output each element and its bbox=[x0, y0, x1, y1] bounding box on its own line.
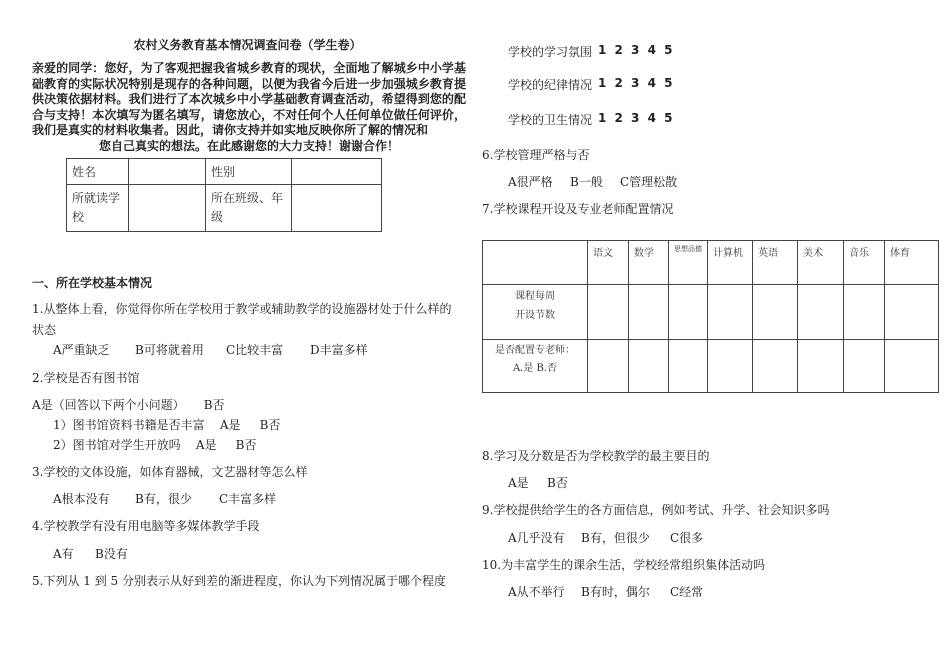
table-cell[interactable] bbox=[708, 340, 753, 393]
name-field[interactable] bbox=[129, 159, 206, 185]
section-heading: 一、所在学校基本情况 bbox=[32, 276, 153, 290]
subject-header: 体育 bbox=[885, 241, 939, 285]
table-cell[interactable] bbox=[669, 285, 708, 340]
table-cell[interactable] bbox=[885, 285, 939, 340]
intro-closing: 您自己真实的想法。在此感谢您的大力支持！谢谢合作！ bbox=[98, 138, 399, 153]
q8-option-a[interactable]: A是 bbox=[508, 476, 529, 490]
row-label-periods bbox=[483, 285, 588, 340]
q5-item-label: 学校的学习氛围 bbox=[508, 45, 593, 59]
school-field[interactable] bbox=[129, 185, 206, 232]
q5-item-scale[interactable]: 1 2 3 4 5 bbox=[598, 76, 675, 90]
q3-option-c[interactable]: C丰富多样 bbox=[219, 492, 277, 506]
q4-option-b[interactable]: B没有 bbox=[95, 547, 128, 561]
q7-text: 7.学校课程开设及专业老师配置情况 bbox=[482, 202, 674, 216]
table-cell[interactable] bbox=[798, 340, 844, 393]
q3-option-a[interactable]: A根本没有 bbox=[53, 492, 110, 506]
intro-paragraph bbox=[32, 61, 466, 155]
subject-header: 思想品德 bbox=[669, 241, 708, 285]
student-info-table bbox=[66, 158, 382, 232]
subject-header: 语文 bbox=[588, 241, 629, 285]
q9-option-b[interactable]: B有，但很少 bbox=[581, 531, 650, 545]
q5-item-scale[interactable]: 1 2 3 4 5 bbox=[598, 111, 675, 125]
name-label: 姓名 bbox=[67, 159, 129, 185]
q9-option-c[interactable]: C很多 bbox=[670, 531, 704, 545]
q2-sub2[interactable]: 2）图书馆对学生开放吗 A是 B否 bbox=[53, 438, 257, 452]
table-cell[interactable] bbox=[588, 285, 629, 340]
subject-header: 数学 bbox=[629, 241, 669, 285]
q2-sub1[interactable]: 1）图书馆资料书籍是否丰富 A是 B否 bbox=[53, 418, 281, 432]
q4-text: 4.学校教学有没有用电脑等多媒体教学手段 bbox=[32, 519, 260, 533]
q5-item-label: 学校的纪律情况 bbox=[508, 78, 593, 92]
q5-text: 5.下列从 1 到 5 分别表示从好到差的渐进程度，你认为下列情况属于哪个程度 bbox=[32, 574, 446, 588]
q5-item-label: 学校的卫生情况 bbox=[508, 113, 593, 127]
q8-text: 8.学习及分数是否为学校教学的最主要目的 bbox=[482, 449, 710, 463]
table-cell[interactable] bbox=[844, 285, 885, 340]
q8-option-b[interactable]: B否 bbox=[547, 476, 568, 490]
subject-header: 美术 bbox=[798, 241, 844, 285]
school-label: 所就读学校 bbox=[67, 185, 129, 232]
page-title: 农村义务教育基本情况调查问卷（学生卷） bbox=[133, 38, 362, 52]
table-cell[interactable] bbox=[844, 340, 885, 393]
class-field[interactable] bbox=[292, 185, 382, 232]
q10-option-a[interactable]: A从不举行 bbox=[508, 585, 565, 599]
intro-text: 亲爱的同学：您好，为了客观把握我省城乡教育的现状，全面地了解城乡中小学基础教育的实际状况特别是现存的各种问题，以便为我省今后进一步加强城乡教育提供决策依据材料。我们进行了本次城乡中小学基础教育调查活动，希望得到您的配合与支持！本次填写为匿名填写，请您放心，不对任何个人任何单位做任何评价，我们是真实的材料收集者。因此，请你支持并如实地反映你所了解的情况和 bbox=[32, 61, 466, 138]
subject-header: 计算机 bbox=[708, 241, 753, 285]
q4-option-a[interactable]: A有 bbox=[53, 547, 74, 561]
gender-field[interactable] bbox=[292, 159, 382, 185]
q5-item-scale[interactable]: 1 2 3 4 5 bbox=[598, 43, 675, 57]
q3-option-b[interactable]: B有，很少 bbox=[135, 492, 192, 506]
q10-text: 10.为丰富学生的课余生活，学校经常组织集体活动吗 bbox=[482, 558, 766, 572]
q1-text: 1.从整体上看，你觉得你所在学校用于教学或辅助教学的设施器材处于什么样的 bbox=[32, 302, 452, 316]
table-cell[interactable] bbox=[885, 340, 939, 393]
q3-text: 3.学校的文体设施，如体育器械，文艺器材等怎么样 bbox=[32, 465, 308, 479]
table-cell[interactable] bbox=[753, 285, 798, 340]
subject-header: 英语 bbox=[753, 241, 798, 285]
subject-header: 音乐 bbox=[844, 241, 885, 285]
q6-option-a[interactable]: A很严格 bbox=[508, 175, 553, 189]
row-label-periods-l1: 课程每周 bbox=[515, 291, 555, 302]
table-cell[interactable] bbox=[588, 340, 629, 393]
q6-text: 6.学校管理严格与否 bbox=[482, 148, 590, 162]
q2-text: 2.学校是否有图书馆 bbox=[32, 371, 140, 385]
q1-option-b[interactable]: B可将就着用 bbox=[135, 343, 204, 357]
q1-text-cont: 状态 bbox=[32, 323, 57, 337]
class-label: 所在班级、年级 bbox=[206, 185, 292, 232]
gender-label: 性别 bbox=[206, 159, 292, 185]
q6-option-c[interactable]: C管理松散 bbox=[620, 175, 678, 189]
table-cell[interactable] bbox=[629, 340, 669, 393]
q1-option-a[interactable]: A严重缺乏 bbox=[53, 343, 110, 357]
q10-option-b[interactable]: B有时，偶尔 bbox=[581, 585, 650, 599]
row-label-periods-l2: 开设节数 bbox=[515, 310, 555, 321]
q1-option-d[interactable]: D丰富多样 bbox=[310, 343, 368, 357]
table-cell[interactable] bbox=[708, 285, 753, 340]
q1-option-c[interactable]: C比较丰富 bbox=[226, 343, 284, 357]
table-cell[interactable] bbox=[798, 285, 844, 340]
table-cell[interactable] bbox=[629, 285, 669, 340]
course-table bbox=[482, 240, 939, 393]
row-label-teacher-l2: A.是 B.否 bbox=[512, 363, 558, 374]
q10-option-c[interactable]: C经常 bbox=[670, 585, 704, 599]
table-cell[interactable] bbox=[753, 340, 798, 393]
q2-options[interactable]: A是（回答以下两个小问题） B否 bbox=[32, 398, 225, 412]
q9-text: 9.学校提供给学生的各方面信息，例如考试、升学、社会知识多吗 bbox=[482, 503, 830, 517]
table-cell[interactable] bbox=[669, 340, 708, 393]
row-label-teacher-l1: 是否配置专老师： bbox=[495, 345, 575, 356]
q6-option-b[interactable]: B一般 bbox=[570, 175, 603, 189]
course-table-corner bbox=[483, 241, 588, 285]
row-label-teacher bbox=[483, 340, 588, 393]
q9-option-a[interactable]: A几乎没有 bbox=[508, 531, 565, 545]
